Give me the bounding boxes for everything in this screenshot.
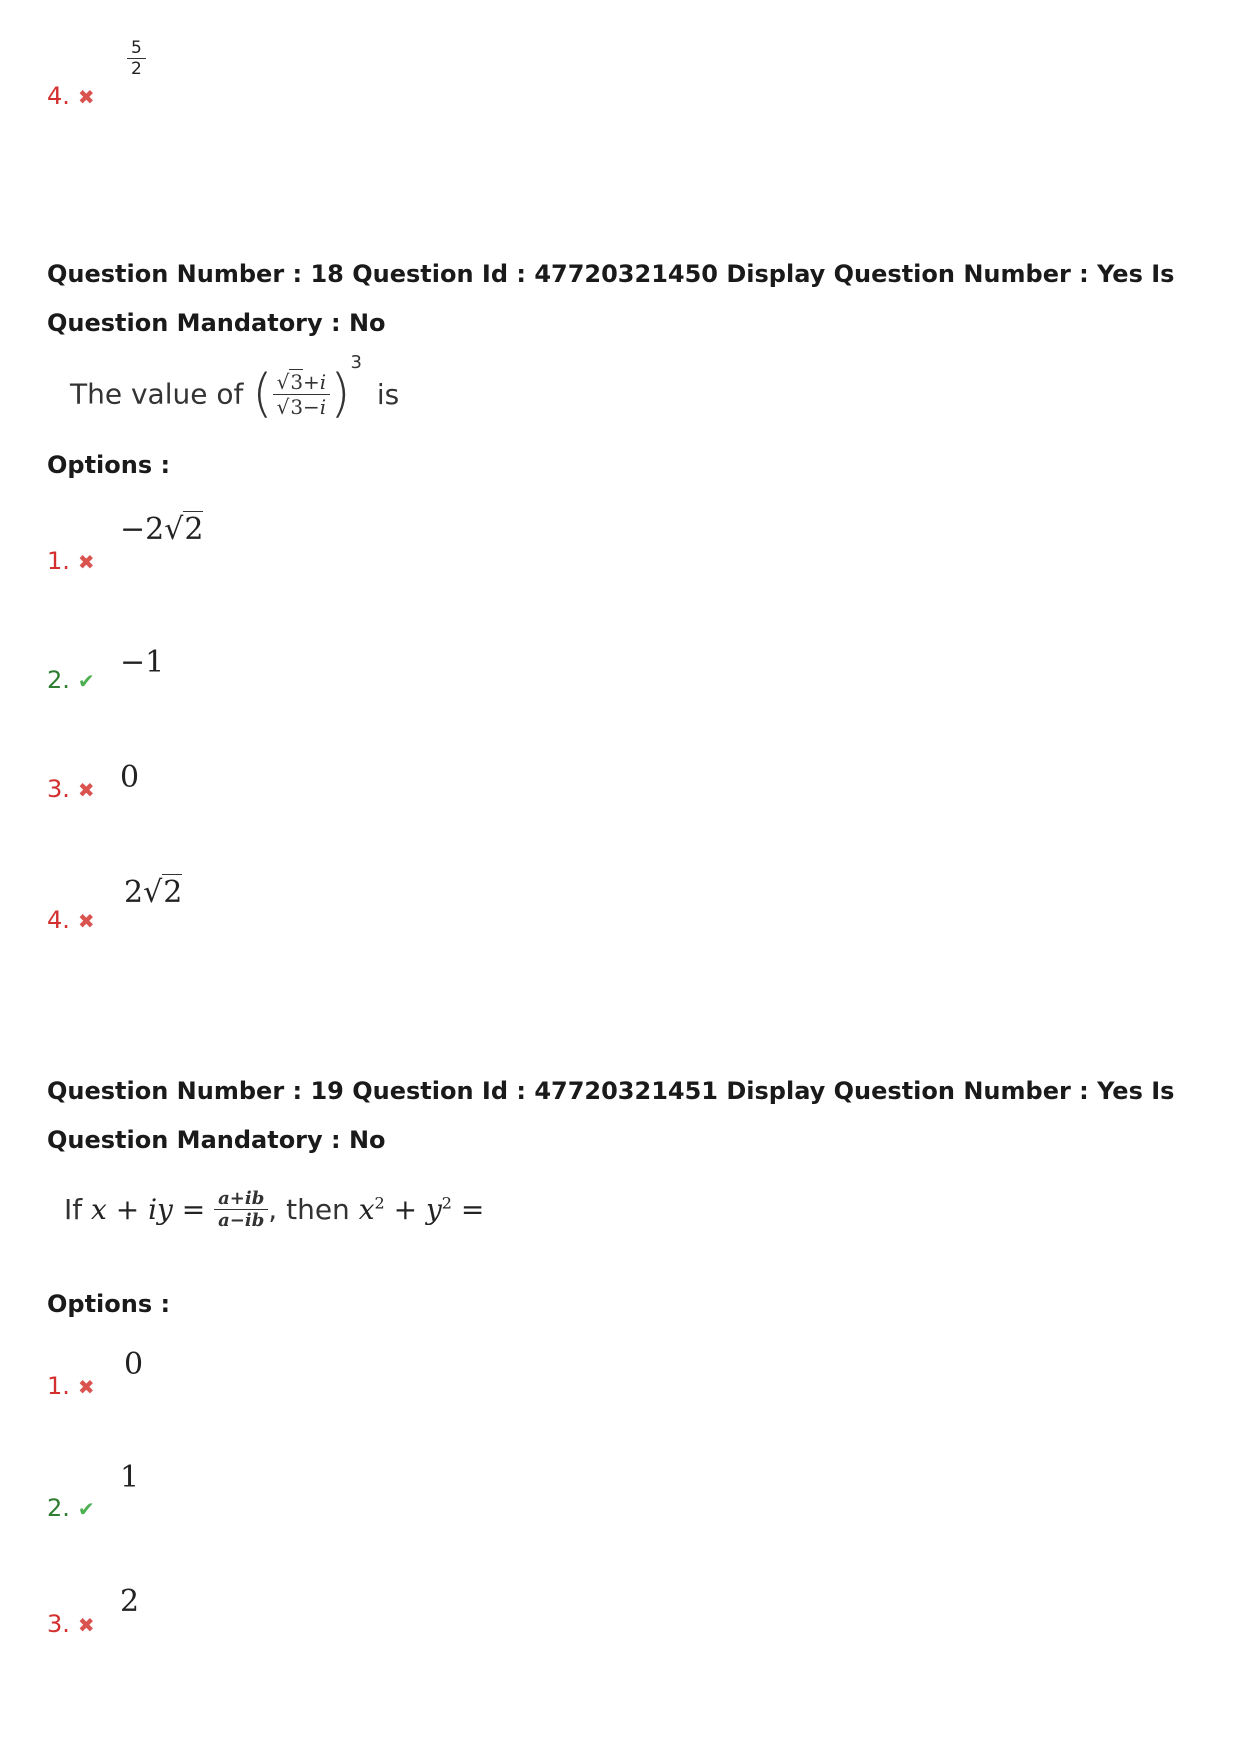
q19-option-1 [47, 1372, 100, 1400]
question-18-exponent: 3 [350, 352, 362, 373]
question-18-fraction: $\frac{√3+i}{√3-i}$ [273, 370, 331, 419]
cross-mark-icon: ✖ [77, 778, 95, 802]
q19-option-2 [47, 1494, 100, 1522]
option-number: 3. [47, 1610, 70, 1638]
cross-mark-icon: ✖ [77, 1375, 95, 1399]
q18-option-1 [47, 547, 100, 575]
option-number: 4. [47, 906, 70, 934]
q18-option-4-value: 2√2 [124, 875, 183, 910]
question-19-fraction: $\frac{a+ib}{a-ib}$ [214, 1188, 268, 1231]
option-number: 1. [47, 547, 70, 575]
q18-option-3 [47, 775, 100, 803]
question-19-header: Question Number : 19 Question Id : 47720321451 Display Question Number : Yes Is Question Mandatory : No [47, 1077, 1175, 1154]
check-mark-icon: ✔ [77, 669, 95, 693]
question-19-options-label: Options : [47, 1290, 171, 1318]
cross-mark-icon: ✖ [77, 85, 95, 109]
q18-option-2 [47, 666, 100, 694]
question-18-options-label: Options : [47, 451, 171, 479]
option-number: 2. [47, 1494, 70, 1522]
q18-option-4 [47, 906, 100, 934]
question-18-text: The value of ( $\frac{√3+i}{√3-i}$ )$^3$ is [70, 352, 400, 424]
question-18-header: Question Number : 18 Question Id : 47720321450 Display Question Number : Yes Is Question Mandatory : No [47, 260, 1175, 337]
q18-option-2-value: −1 [120, 645, 165, 680]
q18-option-1-value: −2√2 [120, 512, 204, 547]
q19-option-3-value: 2 [120, 1584, 140, 1619]
q19-option-3 [47, 1610, 100, 1638]
q19-option-2-value: 1 [120, 1460, 140, 1495]
q18-option-3-value: 0 [120, 760, 140, 795]
option-4-fraction: $\frac{5}{2}$ [127, 38, 146, 79]
question-19-text: If x + iy = $\frac{a+ib}{a-ib}$ , then $x^2 + y^2$ = [64, 1188, 485, 1231]
option-number: 2. [47, 666, 70, 694]
check-mark-icon: ✔ [77, 1497, 95, 1521]
cross-mark-icon: ✖ [77, 909, 95, 933]
option-number: 4. [47, 82, 70, 110]
option-number: 1. [47, 1372, 70, 1400]
option-number: 3. [47, 775, 70, 803]
cross-mark-icon: ✖ [77, 1613, 95, 1637]
q19-option-1-value: 0 [124, 1347, 144, 1382]
cross-mark-icon: ✖ [77, 550, 95, 574]
